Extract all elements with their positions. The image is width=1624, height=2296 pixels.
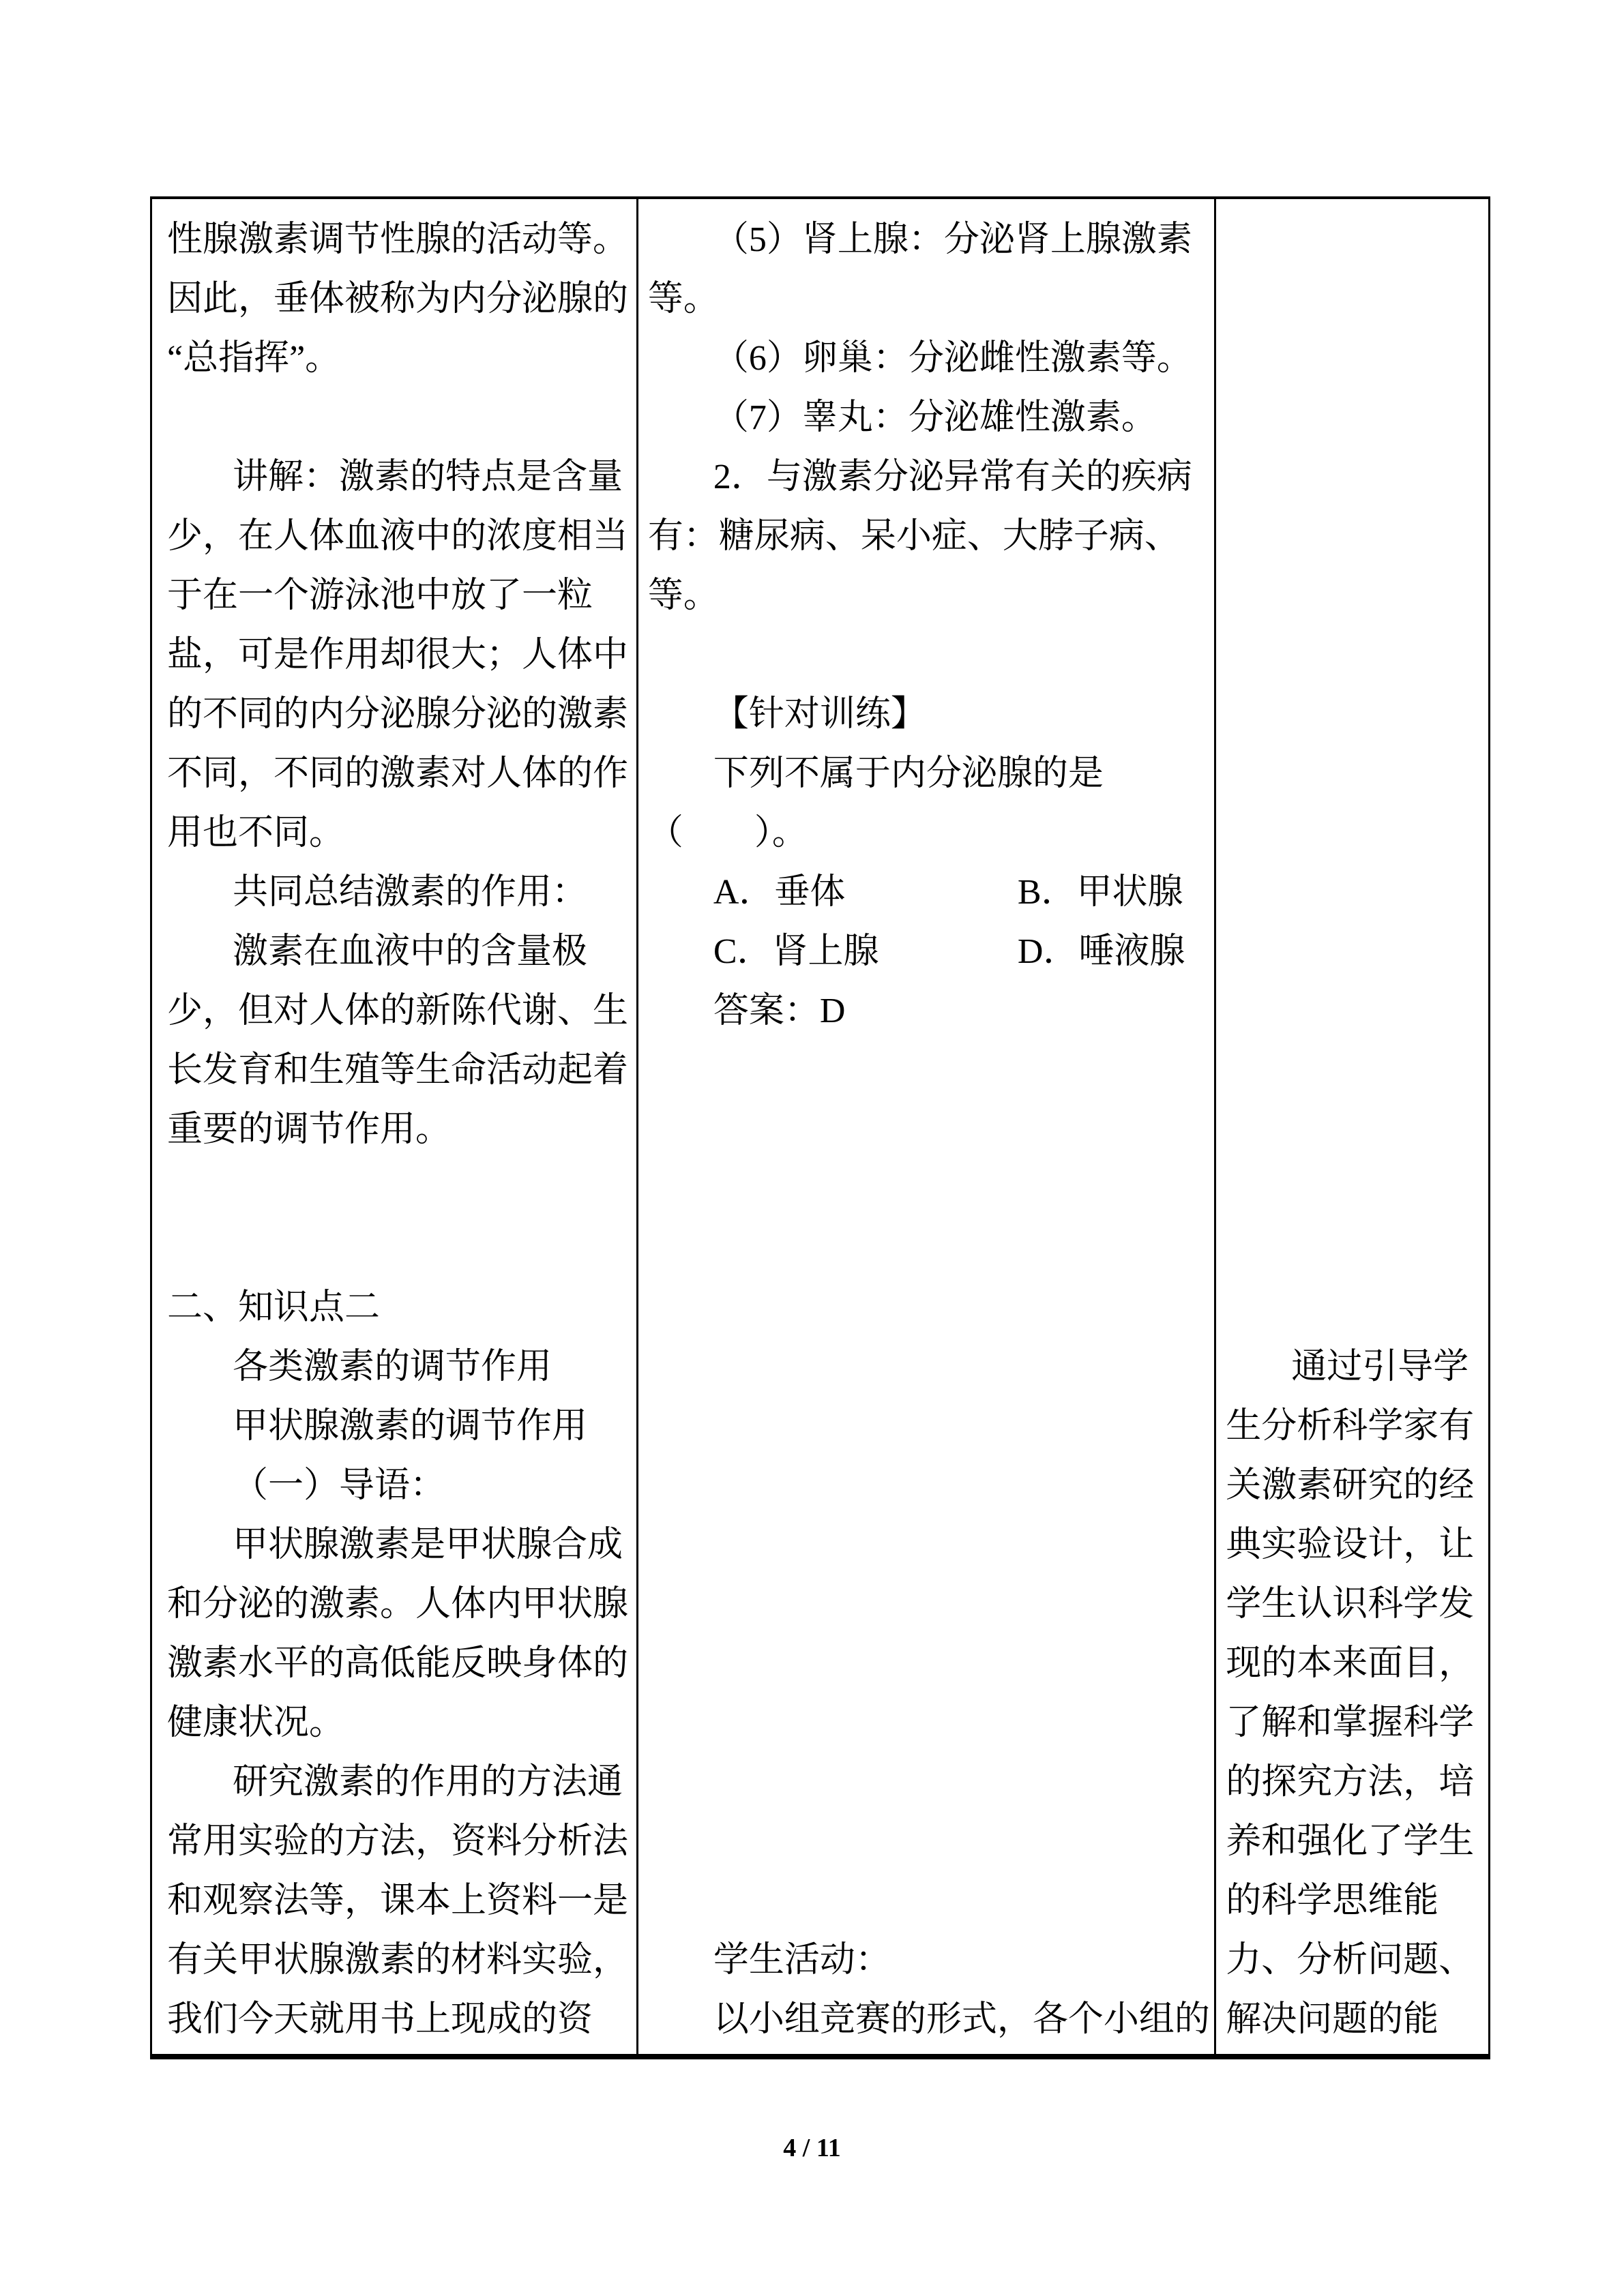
line-text: 激素水平的高低能反映身体的 [167,1644,629,1683]
line-text: （7）睾丸：分泌雄性激素。 [713,398,1157,437]
line-text: 养和强化了学生 [1226,1822,1475,1861]
line-text: 和观察法等，课本上资料一是 [167,1881,629,1920]
line-text: 我们今天就用书上现成的资 [167,2000,593,2039]
line-text: 有：糖尿病、呆小症、大脖子病、 [647,517,1180,556]
text-line [152,1159,636,1219]
line-text: 力、分析问题、 [1226,1941,1475,1980]
line-text: 少，在人体血液中的浓度相当 [167,517,629,556]
text-line [152,1930,636,1990]
line-text: 的科学思维能 [1226,1881,1439,1920]
line-text: 以小组竞赛的形式，各个小组的 [713,2000,1210,2039]
text-line [1216,744,1488,803]
text-line [152,269,636,329]
line-text: （一）导语： [233,1466,446,1505]
text-line [1216,1753,1488,1812]
text-line [152,566,636,625]
text-line [638,863,1214,922]
text-line [152,1634,636,1693]
text-line [638,507,1214,566]
text-line [152,1693,636,1753]
text-line [638,1693,1214,1753]
text-line [638,744,1214,803]
text-line [638,1812,1214,1871]
line-text: 解决问题的能 [1226,2000,1439,2039]
text-line [638,685,1214,744]
line-text: 学生认识科学发 [1226,1585,1475,1624]
text-line [638,1278,1214,1337]
text-line [1216,1930,1488,1990]
text-line [152,863,636,922]
text-line [152,1753,636,1812]
line-text: 典实验设计，让 [1226,1525,1475,1564]
text-line [1216,388,1488,447]
text-line [152,388,636,447]
text-line [1216,1812,1488,1871]
text-line [152,1219,636,1278]
text-line [152,744,636,803]
text-line [638,210,1214,269]
text-line [1216,1990,1488,2049]
line-text: 重要的调节作用。 [167,1110,452,1149]
page-number: 4 / 11 [783,2134,841,2162]
lesson-plan-table [150,196,1490,2059]
text-line [152,1337,636,1397]
line-text: 和分泌的激素。人体内甲状腺 [167,1585,629,1624]
text-line [638,981,1214,1041]
text-line [152,803,636,863]
line-text: 健康状况。 [167,1703,345,1742]
text-line [1216,447,1488,507]
text-line [638,1219,1214,1278]
line-text: 于在一个游泳池中放了一粒 [167,576,593,615]
text-line [638,1871,1214,1930]
text-line [638,1634,1214,1693]
text-line [152,1990,636,2049]
text-line [638,625,1214,685]
text-line [1216,922,1488,981]
line-text: 讲解：激素的特点是含量 [233,458,623,496]
text-line [638,1337,1214,1397]
text-line [1216,625,1488,685]
text-line [638,269,1214,329]
line-text-right: D．唾液腺 [1017,932,1185,971]
text-line [638,447,1214,507]
line-text: 不同，不同的激素对人体的作 [167,754,629,793]
text-line [638,1100,1214,1159]
text-line [1216,803,1488,863]
text-line [1216,1634,1488,1693]
text-line [152,1575,636,1634]
line-text: 等。 [647,280,719,318]
text-line [152,1871,636,1930]
text-line [1216,1041,1488,1100]
text-line [638,566,1214,625]
line-text-right: B．甲状腺 [1017,873,1183,912]
text-line [638,1159,1214,1219]
text-line [1216,507,1488,566]
line-text: （6）卵巢：分泌雌性激素等。 [713,339,1192,378]
text-line [152,447,636,507]
text-line [1216,1456,1488,1515]
line-text: 的探究方法，培 [1226,1763,1475,1802]
text-line [1216,1337,1488,1397]
table-cell-activities [638,199,1216,2054]
text-line [152,922,636,981]
line-text: 通过引导学 [1291,1347,1469,1386]
line-text: 因此，垂体被称为内分泌腺的 [167,280,629,318]
line-text: 学生活动： [713,1941,891,1980]
line-text: 共同总结激素的作用： [233,873,588,912]
text-line [638,1753,1214,1812]
text-line [638,1456,1214,1515]
line-text: 下列不属于内分泌腺的是 [713,754,1104,793]
text-line [152,1100,636,1159]
line-text: 【针对训练】 [713,695,926,734]
text-line [1216,1397,1488,1456]
line-text: 生分析科学家有 [1226,1407,1475,1446]
text-line [1216,1515,1488,1575]
line-text: A．垂体 [713,873,846,912]
text-line [152,625,636,685]
text-line [1216,685,1488,744]
line-text: 性腺激素调节性腺的活动等。 [167,220,629,259]
text-line [638,1041,1214,1100]
line-text: 甲状腺激素是甲状腺合成 [233,1525,623,1564]
line-text: 有关甲状腺激素的材料实验， [167,1941,629,1980]
text-line [1216,269,1488,329]
text-line [1216,981,1488,1041]
line-text: 的不同的内分泌腺分泌的激素 [167,695,629,734]
line-text: 少，但对人体的新陈代谢、生 [167,992,629,1030]
line-text: 常用实验的方法，资料分析法 [167,1822,629,1861]
line-text: “总指挥”。 [167,339,341,378]
table-cell-teaching-content [152,199,638,2054]
text-line [1216,1159,1488,1219]
text-line [1216,1219,1488,1278]
line-text: （ ）。 [647,814,808,852]
text-line [1216,566,1488,625]
text-line [152,329,636,388]
line-text: 激素在血液中的含量极 [233,932,588,971]
line-text: 等。 [647,576,719,615]
text-line [638,803,1214,863]
text-line [1216,1575,1488,1634]
line-text: 2．与激素分泌异常有关的疾病 [713,458,1192,496]
text-line [152,981,636,1041]
text-line [152,1456,636,1515]
line-text: 关激素研究的经 [1226,1466,1475,1505]
table-cell-design-intent [1216,199,1488,2054]
text-line [1216,1693,1488,1753]
text-line [638,1397,1214,1456]
text-line [152,507,636,566]
text-line [1216,1871,1488,1930]
text-line [152,1041,636,1100]
text-line [638,1575,1214,1634]
line-text: 用也不同。 [167,814,345,852]
line-text: 甲状腺激素的调节作用 [233,1407,588,1446]
line-text: 盐，可是作用却很大；人体中 [167,636,629,674]
text-line [638,329,1214,388]
line-text: C．肾上腺 [713,932,879,971]
text-line [638,1930,1214,1990]
text-line [1216,1278,1488,1337]
text-line [152,1515,636,1575]
line-text: 研究激素的作用的方法通 [233,1763,623,1802]
text-line [1216,329,1488,388]
line-text: （5）肾上腺：分泌肾上腺激素 [713,220,1192,259]
text-line [638,1990,1214,2049]
text-line [638,388,1214,447]
text-line [152,685,636,744]
line-text: 现的本来面目， [1226,1644,1475,1683]
text-line [638,922,1214,981]
line-text: 二、知识点二 [167,1288,381,1327]
text-line [152,1812,636,1871]
text-line [152,1397,636,1456]
text-line [152,210,636,269]
text-line [1216,210,1488,269]
text-line [1216,1100,1488,1159]
text-line [638,1515,1214,1575]
text-line [152,1278,636,1337]
line-text: 答案：D [713,992,846,1030]
line-text: 长发育和生殖等生命活动起着 [167,1051,629,1090]
line-text: 了解和掌握科学 [1226,1703,1475,1742]
text-line [1216,863,1488,922]
line-text: 各类激素的调节作用 [233,1347,552,1386]
